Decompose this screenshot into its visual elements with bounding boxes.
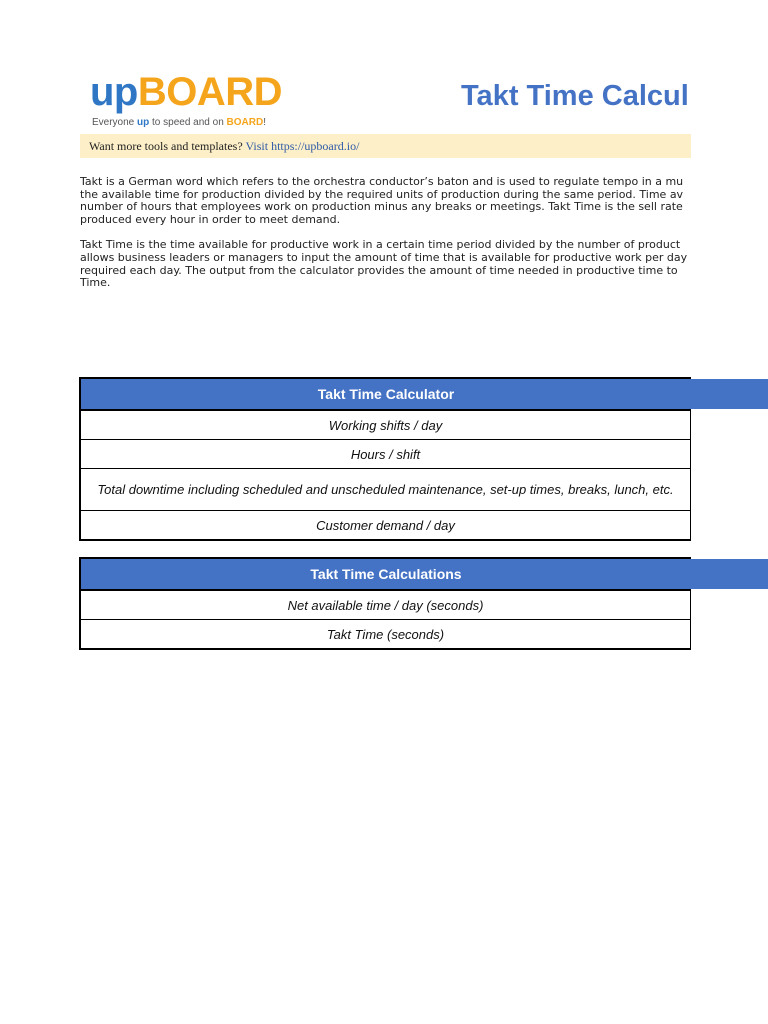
promo-banner: [80, 134, 691, 158]
input-row-working-shifts[interactable]: Working shifts / day: [81, 411, 691, 440]
output-row-takt-time[interactable]: Takt Time (seconds): [81, 620, 691, 648]
calculator-header: Takt Time Calculator: [81, 379, 691, 411]
input-row-hours-per-shift[interactable]: Hours / shift: [81, 440, 691, 469]
calculations-table: [79, 557, 691, 650]
upboard-logo: [90, 70, 282, 128]
logo-wordmark: upBOARD: [90, 70, 283, 114]
promo-text: Want more tools and templates?: [89, 139, 246, 153]
page-title: Takt Time Calcul: [461, 80, 689, 112]
output-row-net-available-time[interactable]: Net available time / day (seconds): [81, 591, 691, 620]
calculations-header: Takt Time Calculations: [81, 559, 691, 591]
input-row-customer-demand[interactable]: Customer demand / day: [81, 511, 691, 539]
calculations-header-extension: [691, 559, 768, 589]
calculator-table: [79, 377, 691, 541]
logo-tagline: Everyone up to speed and on BOARD!: [92, 117, 266, 128]
calculator-header-extension: [691, 379, 768, 409]
intro-paragraph-1: Takt is a German word which refers to the orchestra conductor’s baton and is used to regulate tempo in a mu the available time for production divided by the required units of production during the same period. Time av number of hours that employees work on production minus any breaks or meetings. Takt Time is the sell rate produced every hour in order to meet demand.: [80, 176, 684, 226]
upboard-link[interactable]: Visit https://upboard.io/: [245, 139, 360, 153]
intro-text: [80, 176, 691, 303]
input-row-total-downtime[interactable]: Total downtime including scheduled and unscheduled maintenance, set-up times, breaks, lunch, etc.: [81, 469, 691, 511]
intro-paragraph-2: Takt Time is the time available for productive work in a certain time period divided by the number of product allows business leaders or managers to input the amount of time that is available for productive work per day required each day. The output from the calculator provides the amount of time needed in productive time to Time.: [80, 238, 688, 290]
